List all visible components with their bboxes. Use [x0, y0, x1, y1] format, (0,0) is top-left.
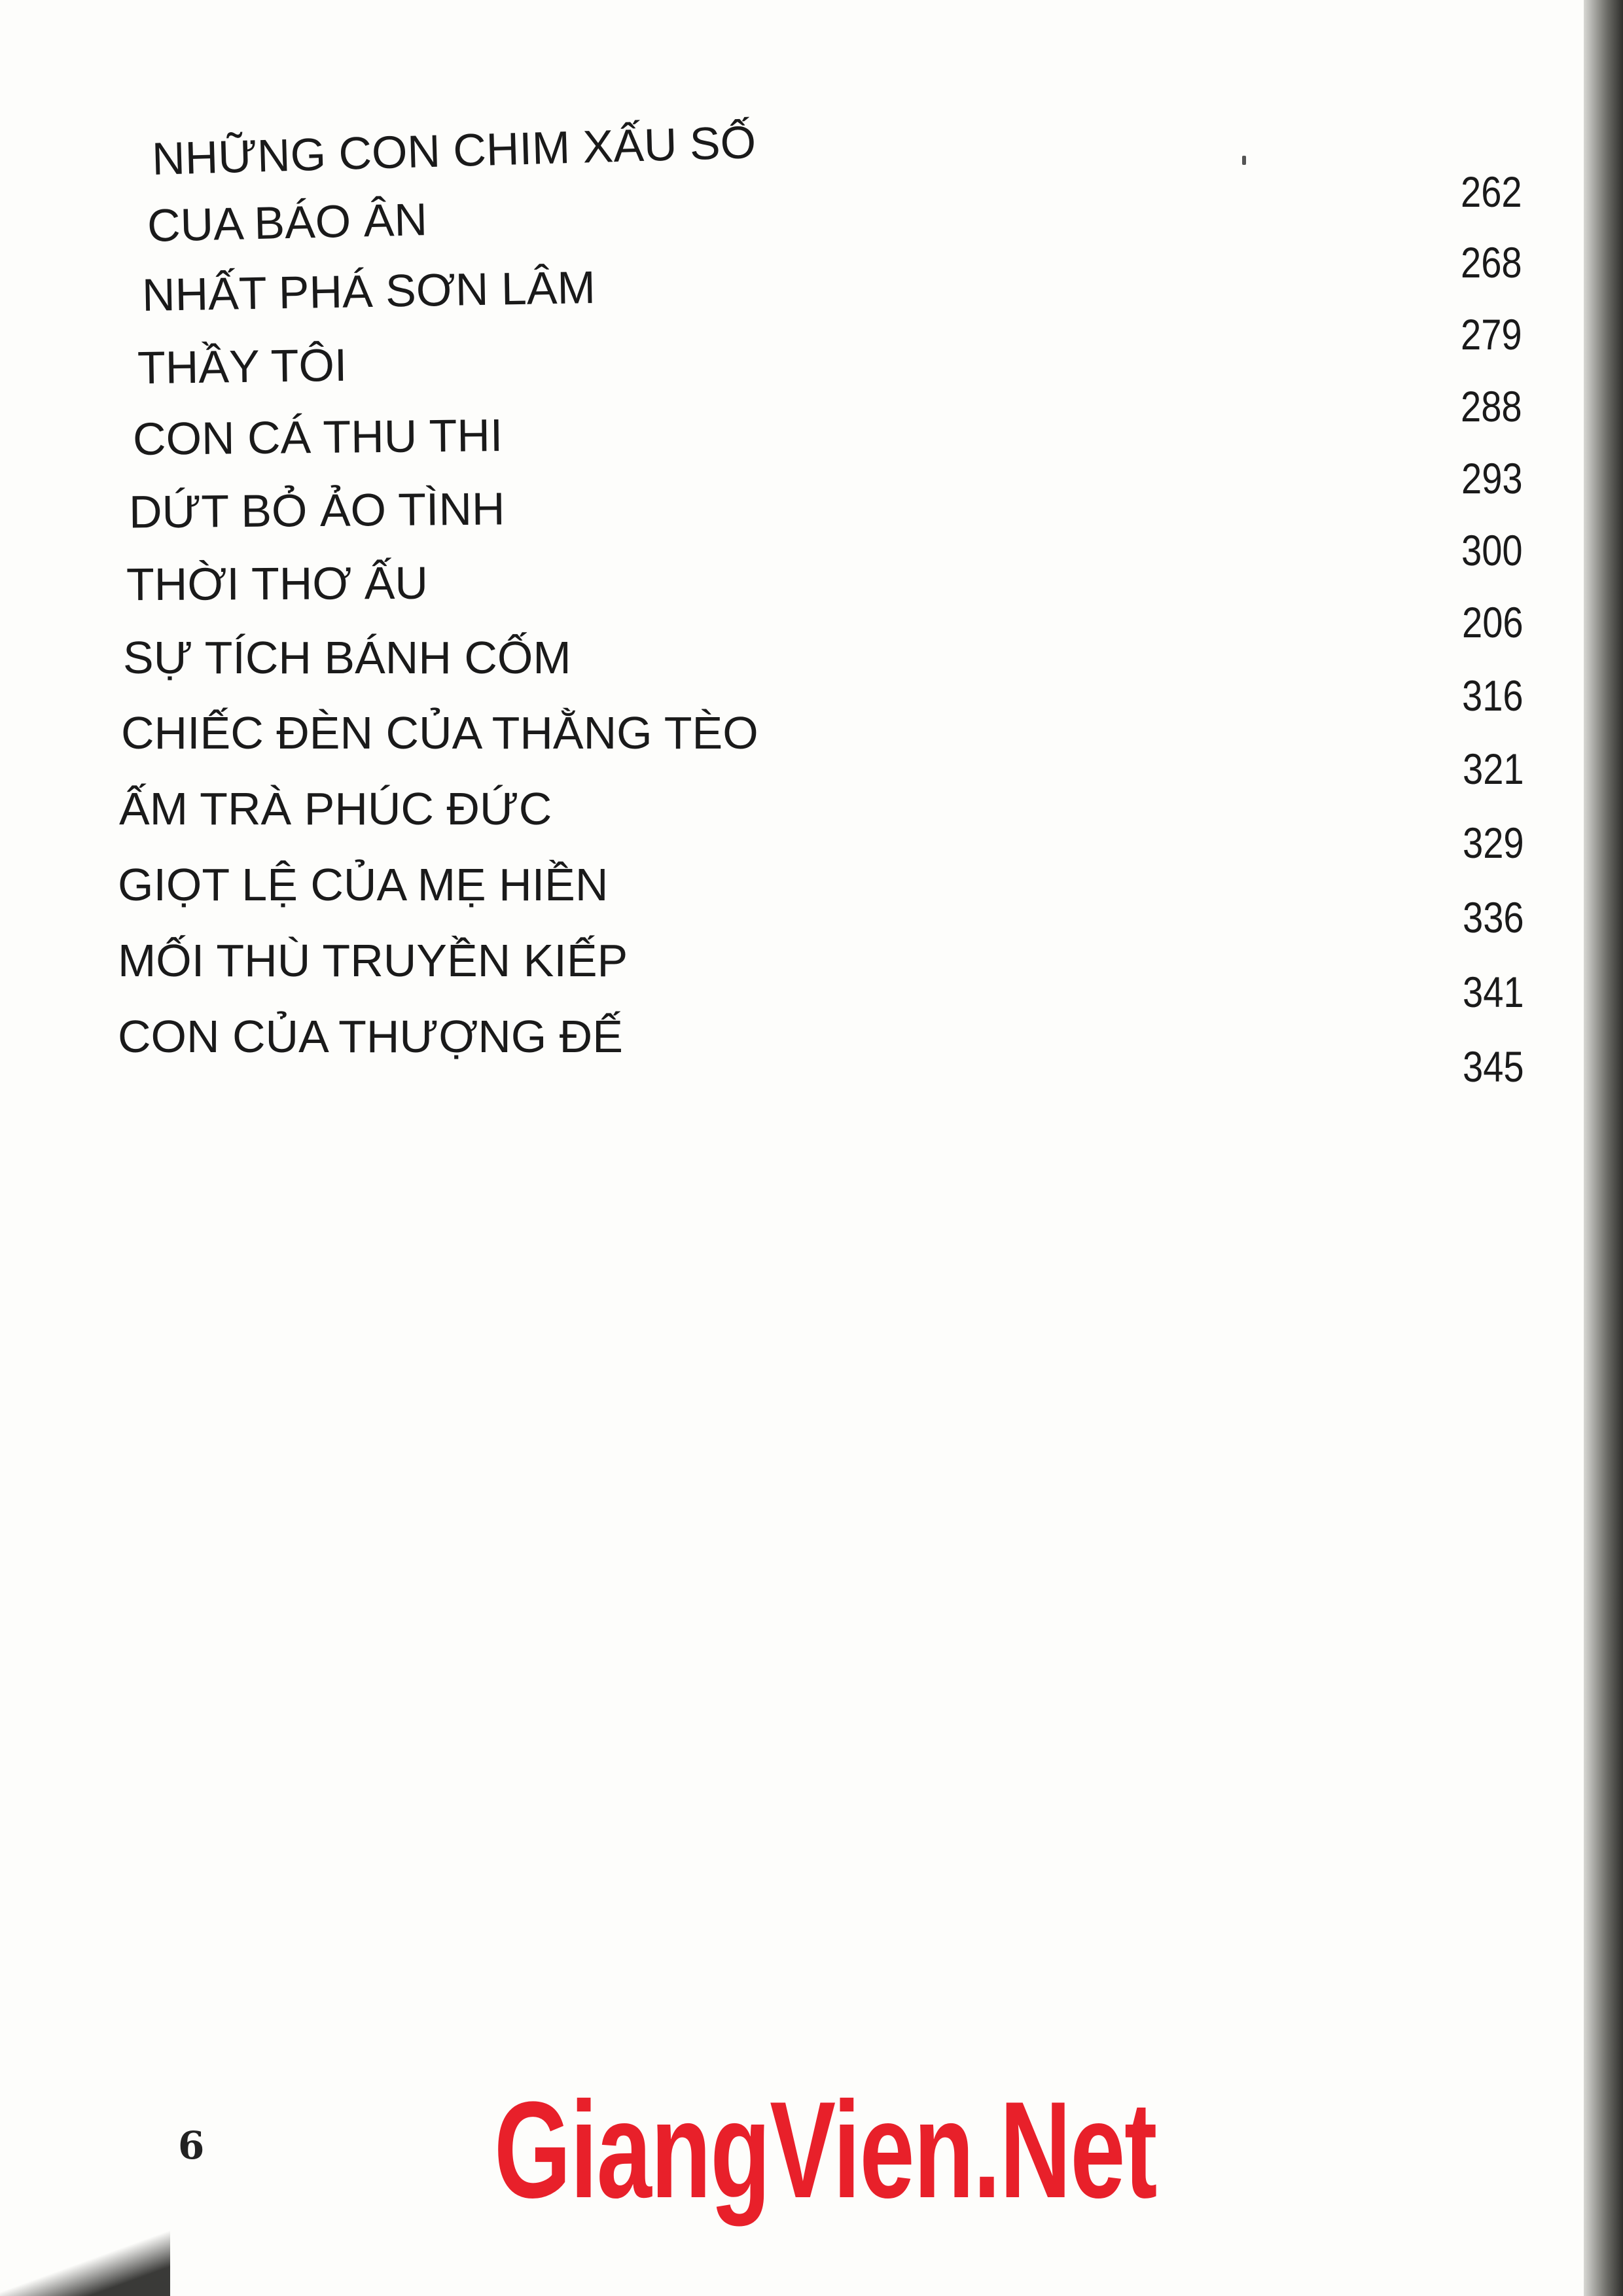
watermark-logo: GiangVien.Net — [494, 2073, 1156, 2227]
toc-entry-title: CON CÁ THU THI — [132, 410, 503, 465]
toc-entry-title: THỜI THƠ ẤU — [126, 557, 429, 610]
toc-entry-title: CON CỦA THƯỢNG ĐẾ — [118, 1011, 623, 1062]
toc-entry-title: CHIẾC ĐÈN CỦA THẰNG TÈO — [121, 707, 758, 758]
toc-entry-title: CUA BÁO ÂN — [147, 194, 428, 251]
toc-entry-page: 262 — [1461, 168, 1522, 216]
toc-entry-page: 336 — [1463, 893, 1524, 942]
toc-entry-page: 341 — [1463, 968, 1524, 1016]
toc-entry-page: 206 — [1462, 598, 1524, 646]
toc-entry-page: 329 — [1463, 819, 1524, 867]
toc-entry-page: 316 — [1462, 671, 1524, 720]
toc-entry-page: 279 — [1461, 310, 1522, 359]
toc-entry-page: 288 — [1461, 382, 1522, 431]
toc-entry-title: DỨT BỎ ẢO TÌNH — [128, 483, 505, 538]
toc-entry-title: SỰ TÍCH BÁNH CỐM — [123, 632, 571, 683]
toc-entry-title: NHẤT PHÁ SƠN LÂM — [141, 261, 596, 321]
toc-entry-page: 293 — [1461, 454, 1523, 503]
toc-entry-page: 300 — [1461, 526, 1523, 574]
toc-entry-page: 268 — [1461, 238, 1522, 287]
toc-entry-title: ẤM TRÀ PHÚC ĐỨC — [119, 783, 552, 834]
toc-entry-title: THẦY TÔI — [137, 339, 348, 394]
scan-shadow — [0, 2212, 170, 2296]
page-edge-shadow — [1584, 0, 1623, 2296]
toc-entry-page: 321 — [1463, 745, 1524, 793]
toc-entry-title: GIỌT LỆ CỦA MẸ HIỀN — [118, 859, 609, 910]
toc-entry-title: NHỮNG CON CHIM XẤU SỐ — [151, 116, 757, 185]
toc-entry-page: 345 — [1463, 1042, 1524, 1091]
page-number: 6 — [178, 2123, 205, 2168]
toc-entry-title: MỐI THÙ TRUYỀN KIẾP — [118, 935, 628, 986]
